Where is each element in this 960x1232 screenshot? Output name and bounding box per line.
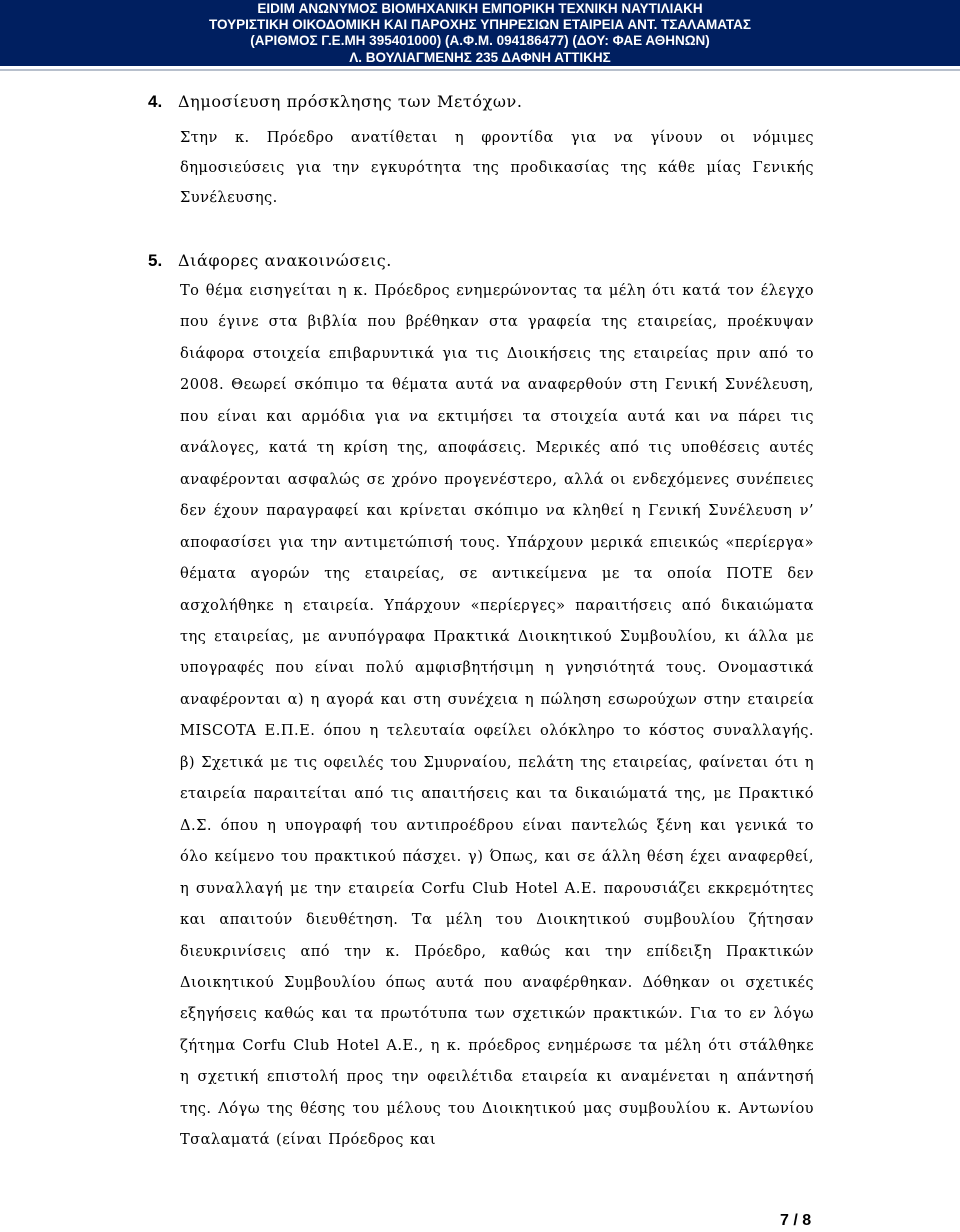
header-company-name: EIDIM ΑΝΩΝΥΜΟΣ ΒΙΟΜΗΧΑΝΙΚΗ ΕΜΠΟΡΙΚΗ ΤΕΧΝΙΚΗ ΝΑΥΤΙΛΙΑΚΗ	[257, 1, 703, 16]
company-header	[0, 0, 960, 66]
section-4-title: Δημοσίευση πρόσκλησης των Μετόχων.	[178, 92, 523, 111]
header-registration-numbers: (ΑΡΙΘΜΟΣ Γ.Ε.ΜΗ 395401000) (Α.Φ.Μ. 094186477) (ΔΟΥ: ΦΑΕ ΑΘΗΝΩΝ)	[250, 33, 710, 49]
page-number: 7 / 8	[780, 1212, 812, 1229]
section-4-number: 4.	[148, 92, 163, 111]
section-4-body: Στην κ. Πρόεδρο ανατίθεται η φροντίδα για να γίνουν οι νόμιμες δημοσιεύσεις για την εγκυρότητα της προδικασίας της κάθε μίας Γενικής Συνέλευσης.	[180, 129, 814, 206]
header-address: Λ. ΒΟΥΛΙΑΓΜΕΝΗΣ 235 ΔΑΦΝΗ ΑΤΤΙΚΗΣ	[349, 49, 611, 65]
section-5-number: 5.	[148, 251, 163, 270]
section-4-heading	[148, 92, 523, 112]
header-company-activity: ΤΟΥΡΙΣΤΙΚΗ ΟΙΚΟΔΟΜΙΚΗ ΚΑΙ ΠΑΡΟΧΗΣ ΥΠΗΡΕΣΙΩΝ ΕΤΑΙΡΕΙΑ ΑΝΤ. ΤΣΑΛΑΜΑΤΑΣ	[209, 17, 751, 33]
header-divider	[0, 69, 960, 71]
section-5-body: Το θέμα εισηγείται η κ. Πρόεδρος ενημερώνοντας τα μέλη ότι κατά τον έλεγχο που έγινε στα βιβλία που βρέθηκαν στα γραφεία της εταιρείας, προέκυψαν διάφορα στοιχεία επιβαρυντικά για τις Διοικήσεις της εταιρείας πριν από το 2008. Θεωρεί σκόπιμο τα θέματα αυτά να αναφερθούν στη Γενική Συνέλευση, που είναι και αρμόδια για να εκτιμήσει τα στοιχεία αυτά και να πάρει τις ανάλογες, κατά τη κρίση της, αποφάσεις. Μερικές από τις υποθέσεις αυτές αναφέρονται ασφαλώς σε χρόνο προγενέστερο, αλλά οι ενδεχόμενες συνέπειες δεν έχουν παραγραφεί και κρίνεται σκόπιμο να κληθεί η Γενική Συνέλευση ν’ αποφασίσει για την αντιμετώπισή τους. Υπάρχουν μερικά επιεικώς «περίεργα» θέματα αγορών της εταιρείας, σε αντικείμενα με τα οποία ΠΟΤΕ δεν ασχολήθηκε η εταιρεία. Υπάρχουν «περίεργες» παραιτήσεις από δικαιώματα της εταιρείας, με ανυπόγραφα Πρακτικά Διοικητικού Συμβουλίου, κι άλλα με υπογραφές που είναι πολύ αμφισβητήσιμη η γνησιότητά τους. Ονομαστικά αναφέρονται α) η αγορά και στη συνέχεια η πώληση εσωρούχων στην εταιρεία MISCOTA Ε.Π.Ε. όπου η τελευταία οφείλει ολόκληρο το κόστος συναλλαγής. β) Σχετικά με τις οφειλές του Σμυρναίου, πελάτη της εταιρείας, φαίνεται ότι η εταιρεία παραιτείται από τις απαιτήσεις και τα δικαιώματά της, με Πρακτικό Δ.Σ. όπου η υπογραφή του αντιπροέδρου είναι παντελώς ξένη και γενικά το όλο κείμενο του πρακτικού πάσχει. γ) Όπως, και σε άλλη θέση έχει αναφερθεί, η συναλλαγή με την εταιρεία Corfu Club Hotel Α.Ε. παρουσιάζει εκκρεμότητες και απαιτούν διευθέτηση. Τα μέλη του Διοικητικού συμβουλίου ζήτησαν διευκρινίσεις από την κ. Πρόεδρο, καθώς και την επίδειξη Πρακτικών Διοικητικού Συμβουλίου όπως αυτά που αναφέρθηκαν. Δόθηκαν οι σχετικές εξηγήσεις καθώς και τα πρωτότυπα των σχετικών πρακτικών. Για το εν λόγω ζήτημα Corfu Club Hotel Α.Ε., η κ. πρόεδρος ενημέρωσε τα μέλη ότι στάλθηκε η σχετική επιστολή προς την οφειλέτιδα εταιρεία κι αναμένεται η απάντησή της. Λόγω της θέσης του μέλους του Διοικητικού μας συμβουλίου κ. Αντωνίου Τσαλαματά (είναι Πρόεδρος και	[180, 282, 814, 1149]
section-5-title: Διάφορες ανακοινώσεις.	[178, 251, 392, 270]
section-5-heading	[148, 251, 392, 271]
